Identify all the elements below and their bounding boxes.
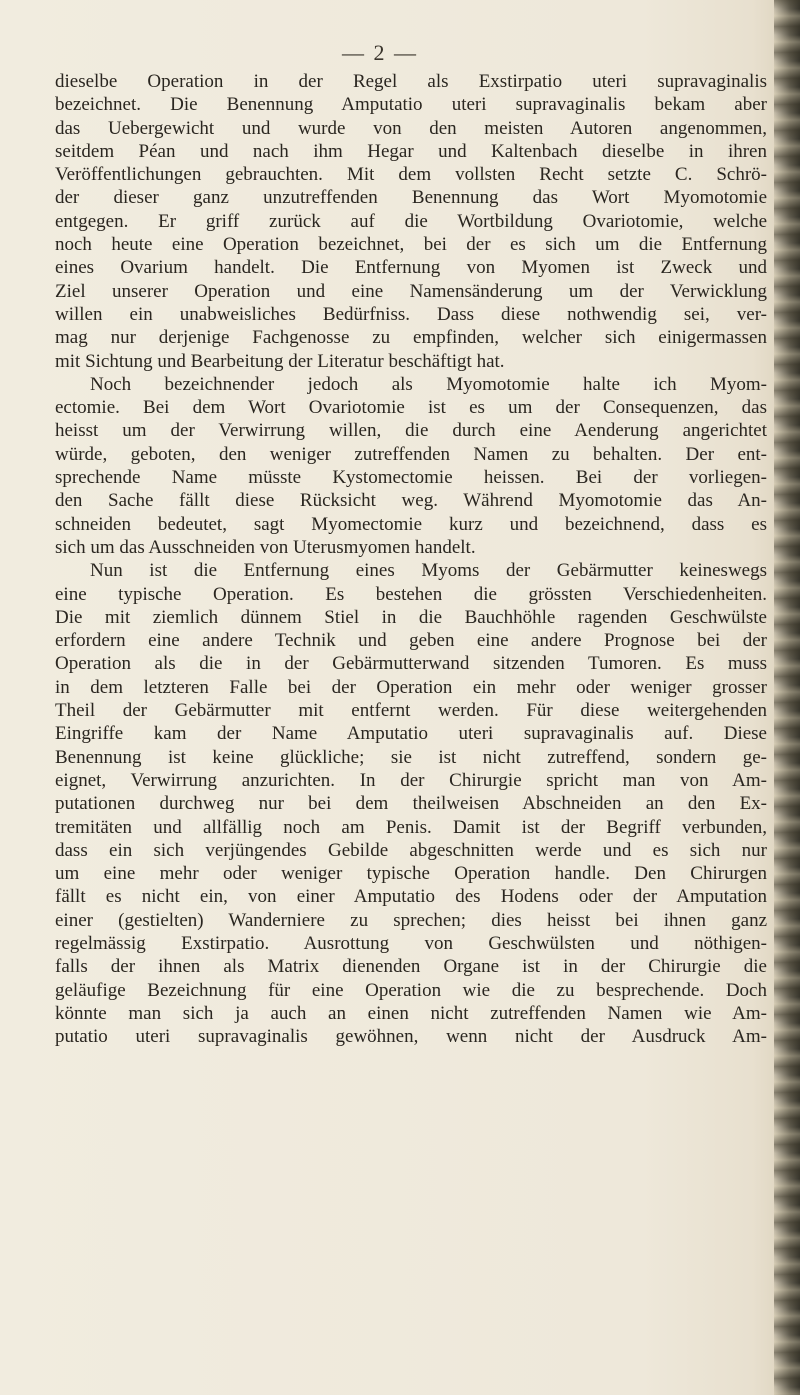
text-line: eine typische Operation. Es bestehen die grössten Verschiedenheiten. <box>55 583 767 605</box>
text-line: den Sache fällt diese Rücksicht weg. Während Myomotomie das An- <box>55 490 767 512</box>
body-text <box>55 70 767 1048</box>
text-line: sprechende Name müsste Kystomectomie heissen. Bei der vorliegen- <box>55 467 767 489</box>
text-line: schneiden bedeutet, sagt Myomectomie kurz und bezeichnend, dass es <box>55 513 767 535</box>
text-line: dieselbe Operation in der Regel als Exstirpatio uteri supravaginalis <box>55 71 767 92</box>
text-line: eignet, Verwirrung anzurichten. In der Chirurgie spricht man von Am- <box>55 769 767 791</box>
text-line: könnte man sich ja auch an einen nicht zutreffenden Namen wie Am- <box>55 1002 767 1024</box>
text-line: einer (gestielten) Wanderniere zu sprechen; dies heisst bei ihnen ganz <box>55 909 767 931</box>
text-line: falls der ihnen als Matrix dienenden Organe ist in der Chirurgie die <box>55 956 767 978</box>
text-line: putatio uteri supravaginalis gewöhnen, wenn nicht der Ausdruck Am- <box>55 1026 767 1048</box>
text-line: Ziel unserer Operation und eine Namensänderung um der Verwicklung <box>55 280 767 302</box>
text-line: Die mit ziemlich dünnem Stiel in die Bauchhöhle ragenden Geschwülste <box>55 606 767 628</box>
text-line: würde, geboten, den weniger zutreffenden Namen zu behalten. Der ent- <box>55 443 767 465</box>
text-line: Benennung ist keine glückliche; sie ist nicht zutreffend, sondern ge- <box>55 746 767 768</box>
text-line: fällt es nicht ein, von einer Amputatio des Hodens oder der Amputation <box>55 886 767 908</box>
text-line: Theil der Gebärmutter mit entfernt werden. Für diese weitergehenden <box>55 700 767 722</box>
text-line: eines Ovarium handelt. Die Entfernung von Myomen ist Zweck und <box>55 257 767 279</box>
text-line: Noch bezeichnender jedoch als Myomotomie halte ich Myom- <box>90 373 767 395</box>
text-line: der dieser ganz unzutreffenden Benennung das Wort Myomotomie <box>55 187 767 209</box>
text-line: in dem letzteren Falle bei der Operation ein mehr oder weniger grosser <box>55 676 767 698</box>
text-line: willen ein unabweisliches Bedürfniss. Dass diese nothwendig sei, ver- <box>55 303 767 325</box>
page-edge-shadow <box>774 0 800 1395</box>
text-line: ectomie. Bei dem Wort Ovariotomie ist es um der Consequenzen, das <box>55 397 767 419</box>
text-line: regelmässig Exstirpatio. Ausrottung von Geschwülsten und nöthigen- <box>55 932 767 954</box>
text-line: Operation als die in der Gebärmutterwand sitzenden Tumoren. Es muss <box>55 653 767 675</box>
text-line: Nun ist die Entfernung eines Myoms der Gebärmutter keineswegs <box>90 560 767 582</box>
text-line: seitdem Péan und nach ihm Hegar und Kaltenbach dieselbe in ihren <box>55 140 767 162</box>
text-line: erfordern eine andere Technik und geben eine andere Prognose bei der <box>55 630 767 652</box>
text-line: bezeichnet. Die Benennung Amputatio uteri supravaginalis bekam aber <box>55 94 767 116</box>
text-line: putationen durchweg nur bei dem theilweisen Abschneiden an den Ex- <box>55 793 767 815</box>
text-line: Veröffentlichungen gebrauchten. Mit dem vollsten Recht setzte C. Schrö- <box>55 164 767 186</box>
text-line: mag nur derjenige Fachgenosse zu empfinden, welcher sich einigermassen <box>55 327 767 349</box>
text-line: um eine mehr oder weniger typische Operation handle. Den Chirurgen <box>55 863 767 885</box>
text-line: noch heute eine Operation bezeichnet, bei der es sich um die Entfernung <box>55 234 767 256</box>
text-line: entgegen. Er griff zurück auf die Wortbildung Ovariotomie, welche <box>55 210 767 232</box>
text-line: mit Sichtung und Bearbeitung der Literatur beschäftigt hat. <box>55 350 505 372</box>
text-line: das Uebergewicht und wurde von den meisten Autoren angenommen, <box>55 117 767 139</box>
text-line: dass ein sich verjüngendes Gebilde abgeschnitten werde und es sich nur <box>55 839 767 861</box>
text-line: heisst um der Verwirrung willen, die durch eine Aenderung angerichtet <box>55 420 767 442</box>
text-line: Eingriffe kam der Name Amputatio uteri supravaginalis auf. Diese <box>55 723 767 745</box>
text-line: sich um das Ausschneiden von Uterusmyomen handelt. <box>55 536 476 558</box>
page-number: — 2 — <box>342 40 418 65</box>
text-line: geläufige Bezeichnung für eine Operation wie die zu besprechende. Doch <box>55 979 767 1001</box>
text-line: tremitäten und allfällig noch am Penis. Damit ist der Begriff verbunden, <box>55 816 767 838</box>
